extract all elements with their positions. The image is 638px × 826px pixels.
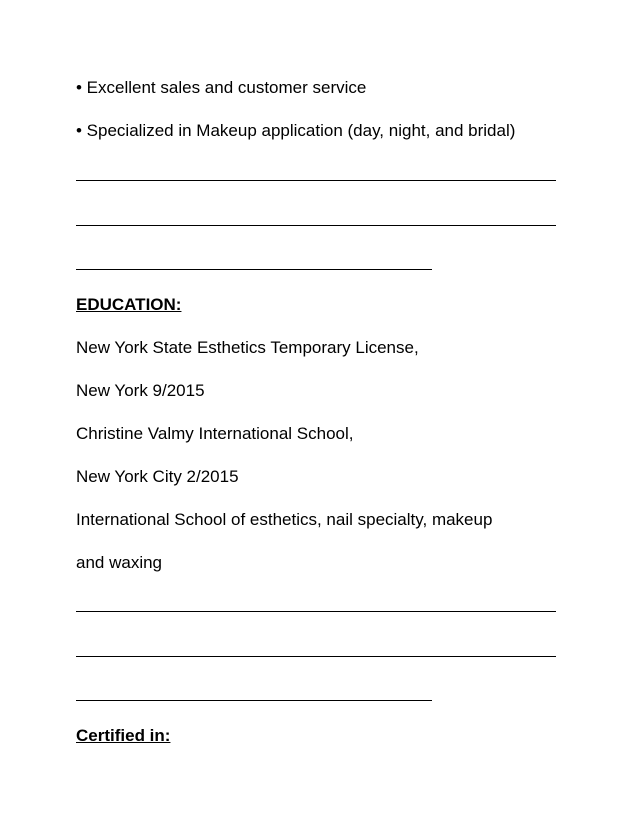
bullet-sales-service: • Excellent sales and customer service (76, 78, 367, 97)
education-line: New York 9/2015 (76, 381, 205, 400)
education-line: and waxing (76, 553, 163, 572)
blank-rule (76, 611, 556, 612)
bullet-makeup-application: • Specialized in Makeup application (day, night, and bridal) (76, 121, 516, 140)
blank-rule-short (76, 269, 432, 270)
certified-heading: Certified in: (76, 726, 171, 745)
blank-rule-short (76, 700, 432, 701)
education-heading: EDUCATION: (76, 295, 182, 314)
blank-rule (76, 656, 556, 657)
education-line: New York City 2/2015 (76, 467, 239, 486)
education-line: Christine Valmy International School, (76, 424, 354, 443)
education-line: New York State Esthetics Temporary License, (76, 338, 419, 357)
blank-rule (76, 225, 556, 226)
education-line: International School of esthetics, nail specialty, makeup (76, 510, 493, 529)
blank-rule (76, 180, 556, 181)
